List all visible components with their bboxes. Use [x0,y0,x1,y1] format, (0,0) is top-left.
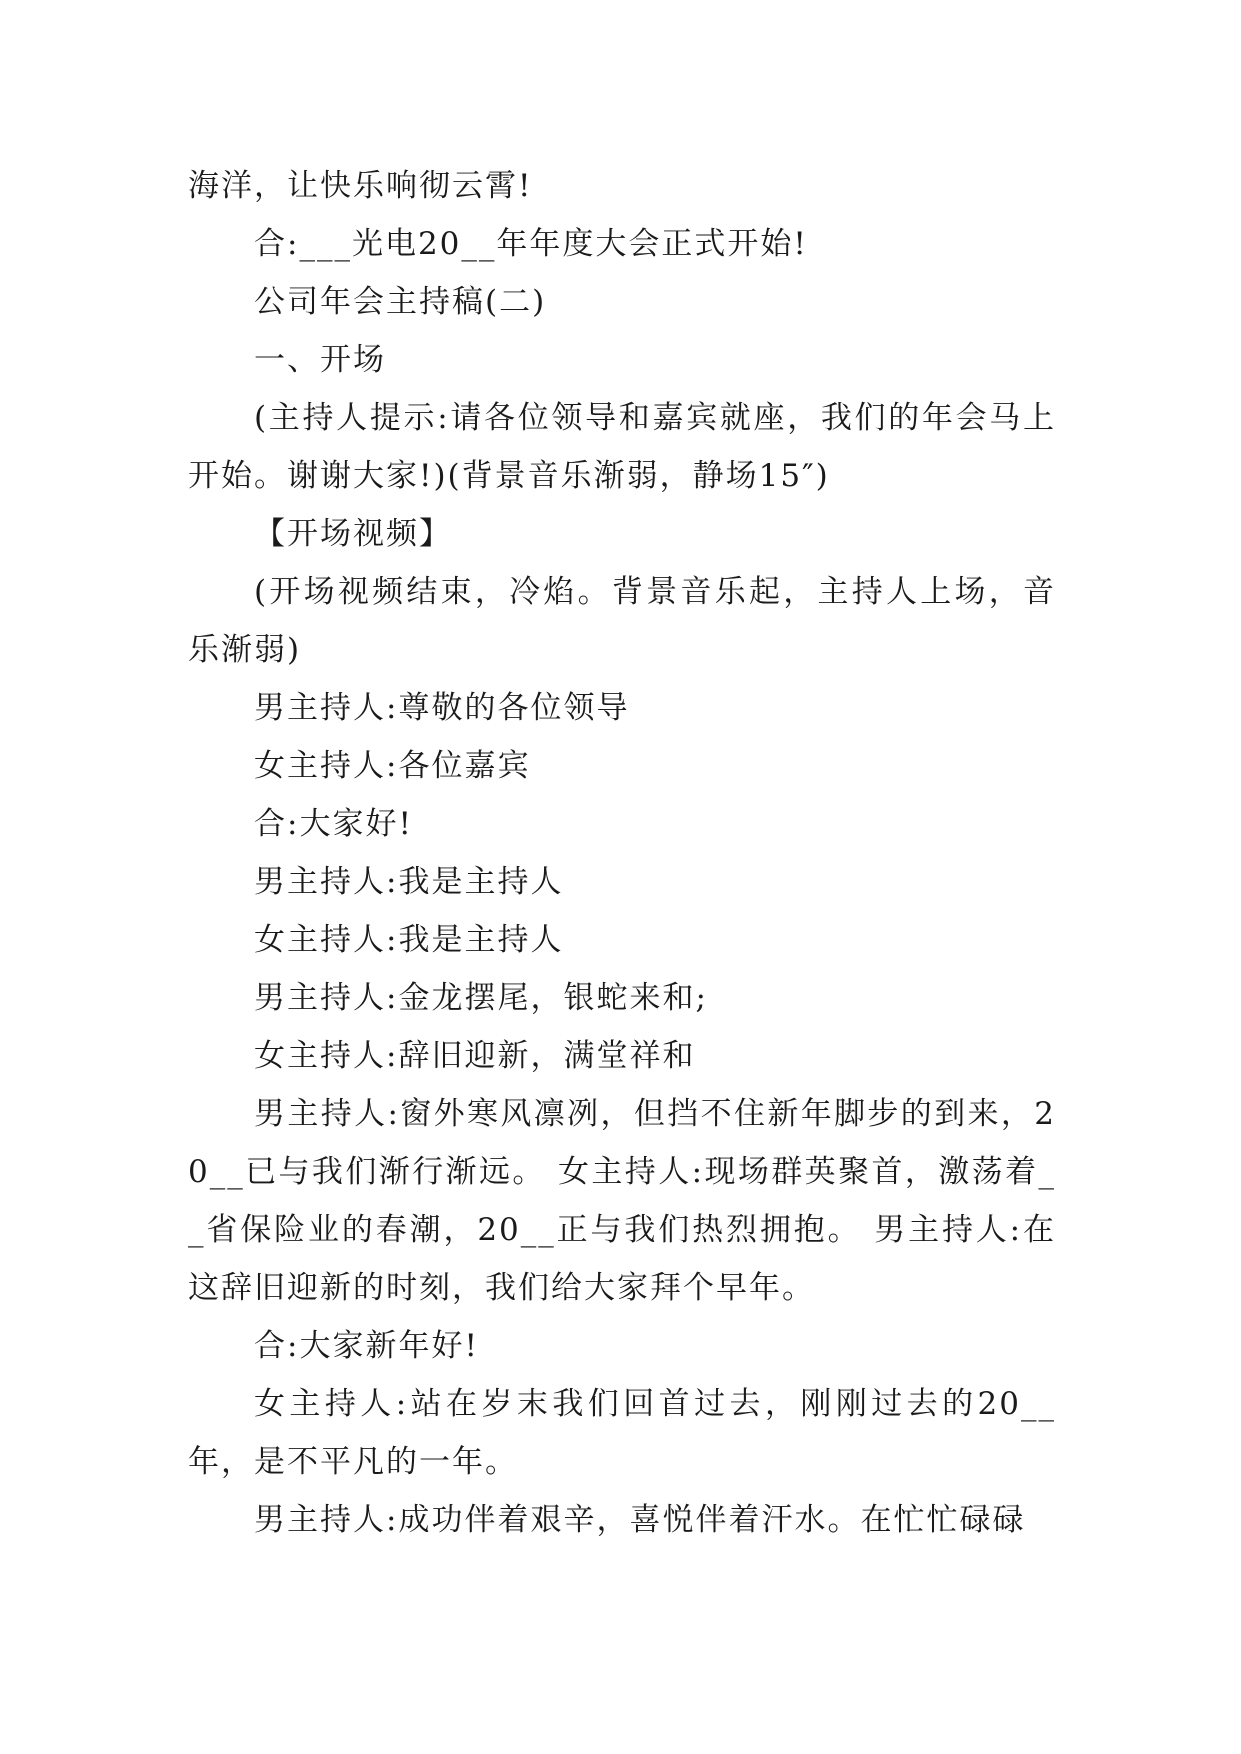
dialogue-line: 合:大家新年好! [254,1328,479,1364]
segment-label: 【开场视频】 [254,516,452,552]
dialogue-line: 男主持人:成功伴着艰辛，喜悦伴着汗水。在忙忙碌碌 [254,1502,1026,1538]
dialogue-line: 男主持人:窗外寒风凛冽，但挡不住新年脚步的到来，20__已与我们渐行渐远。 女主持人:现场群英聚首，激荡着__省保险业的春潮，20__正与我们热烈拥抱。 男主持人:在这辞旧迎新的时刻，我们给大家拜个早年。 [188,1096,1056,1306]
stage-direction: (主持人提示:请各位领导和嘉宾就座，我们的年会马上开始。谢谢大家!)(背景音乐渐弱，静场15″) [188,400,1056,494]
dialogue-line: 女主持人:我是主持人 [254,922,564,958]
paragraph: 合:___光电20__年年度大会正式开始! [254,226,808,262]
dialogue-line: 女主持人:辞旧迎新，满堂祥和 [254,1038,696,1074]
dialogue-line: 男主持人:尊敬的各位领导 [254,690,630,726]
dialogue-line: 女主持人:各位嘉宾 [254,748,531,784]
document-body [188,157,1056,1549]
dialogue-line: 合:大家好! [254,806,413,842]
section-title: 公司年会主持稿(二) [254,284,547,320]
paragraph: 海洋，让快乐响彻云霄! [188,168,533,204]
dialogue-line: 女主持人:站在岁末我们回首过去，刚刚过去的20__年，是不平凡的一年。 [188,1386,1056,1480]
stage-direction: (开场视频结束，冷焰。背景音乐起，主持人上场，音乐渐弱) [188,574,1056,668]
dialogue-line: 男主持人:我是主持人 [254,864,564,900]
dialogue-line: 男主持人:金龙摆尾，银蛇来和; [254,980,708,1016]
section-heading: 一、开场 [254,342,386,378]
